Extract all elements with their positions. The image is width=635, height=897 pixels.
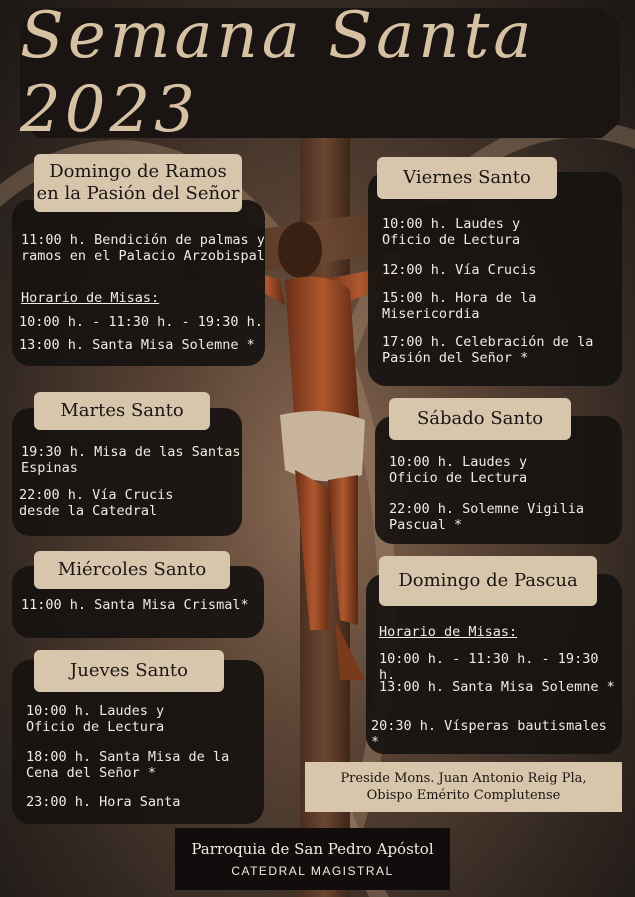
schedule-item: 11:00 h. Bendición de palmas y ramos en el Palacio Arzobispal — [21, 232, 265, 264]
schedule-item: 15:00 h. Hora de la Misericordia — [382, 290, 537, 322]
card-viernes — [368, 172, 622, 386]
preside-note — [305, 762, 622, 812]
schedule-item: 20:30 h. Vísperas bautismales * — [371, 718, 607, 750]
schedule-item: 22:00 h. Solemne Vigilia Pascual * — [389, 501, 585, 533]
footer-parish — [175, 828, 450, 890]
schedule-heading: Horario de Misas: — [21, 290, 160, 306]
parish-name: Parroquia de San Pedro Apóstol — [191, 840, 434, 858]
schedule-item: 10:00 h. Laudes y Oficio de Lectura — [382, 216, 521, 248]
schedule-item: 12:00 h. Vía Crucis — [382, 262, 537, 278]
page-title: Semana Santa 2023 — [20, 0, 536, 147]
day-label-martes: Martes Santo — [34, 392, 210, 430]
preside-line-1: Preside Mons. Juan Antonio Reig Pla, — [340, 771, 587, 786]
schedule-item: 10:00 h. - 11:30 h. - 19:30 h. — [19, 314, 263, 330]
schedule-item: 13:00 h. Santa Misa Solemne * — [19, 337, 255, 353]
card-domingo-ramos — [12, 200, 265, 366]
day-label-miercoles: Miércoles Santo — [34, 551, 230, 589]
schedule-item: 11:00 h. Santa Misa Crismal* — [21, 597, 249, 613]
schedule-item: 13:00 h. Santa Misa Solemne * — [379, 679, 615, 695]
day-label-domingo-ramos: Domingo de Ramos en la Pasión del Señor — [34, 154, 242, 212]
schedule-item: 19:30 h. Misa de las Santas Espinas — [21, 444, 241, 476]
cathedral-name: CATEDRAL MAGISTRAL — [231, 864, 394, 878]
schedule-heading: Horario de Misas: — [379, 624, 518, 640]
preside-line-2: Obispo Emérito Complutense — [366, 788, 561, 803]
day-label-jueves: Jueves Santo — [34, 650, 224, 692]
day-label-sabado: Sábado Santo — [389, 398, 571, 440]
schedule-item: 22:00 h. Vía Crucis desde la Catedral — [19, 487, 174, 519]
schedule-item: 17:00 h. Celebración de la Pasión del Señor * — [382, 334, 594, 366]
schedule-item: 10:00 h. Laudes y Oficio de Lectura — [389, 454, 528, 486]
schedule-item: 10:00 h. Laudes y Oficio de Lectura — [26, 703, 165, 735]
day-label-pascua: Domingo de Pascua — [379, 556, 597, 606]
day-label-viernes: Viernes Santo — [377, 157, 557, 199]
schedule-item: 18:00 h. Santa Misa de la Cena del Señor * — [26, 749, 230, 781]
schedule-item: 10:00 h. - 11:30 h. - 19:30 h. — [379, 651, 599, 683]
schedule-item: 23:00 h. Hora Santa — [26, 794, 181, 810]
